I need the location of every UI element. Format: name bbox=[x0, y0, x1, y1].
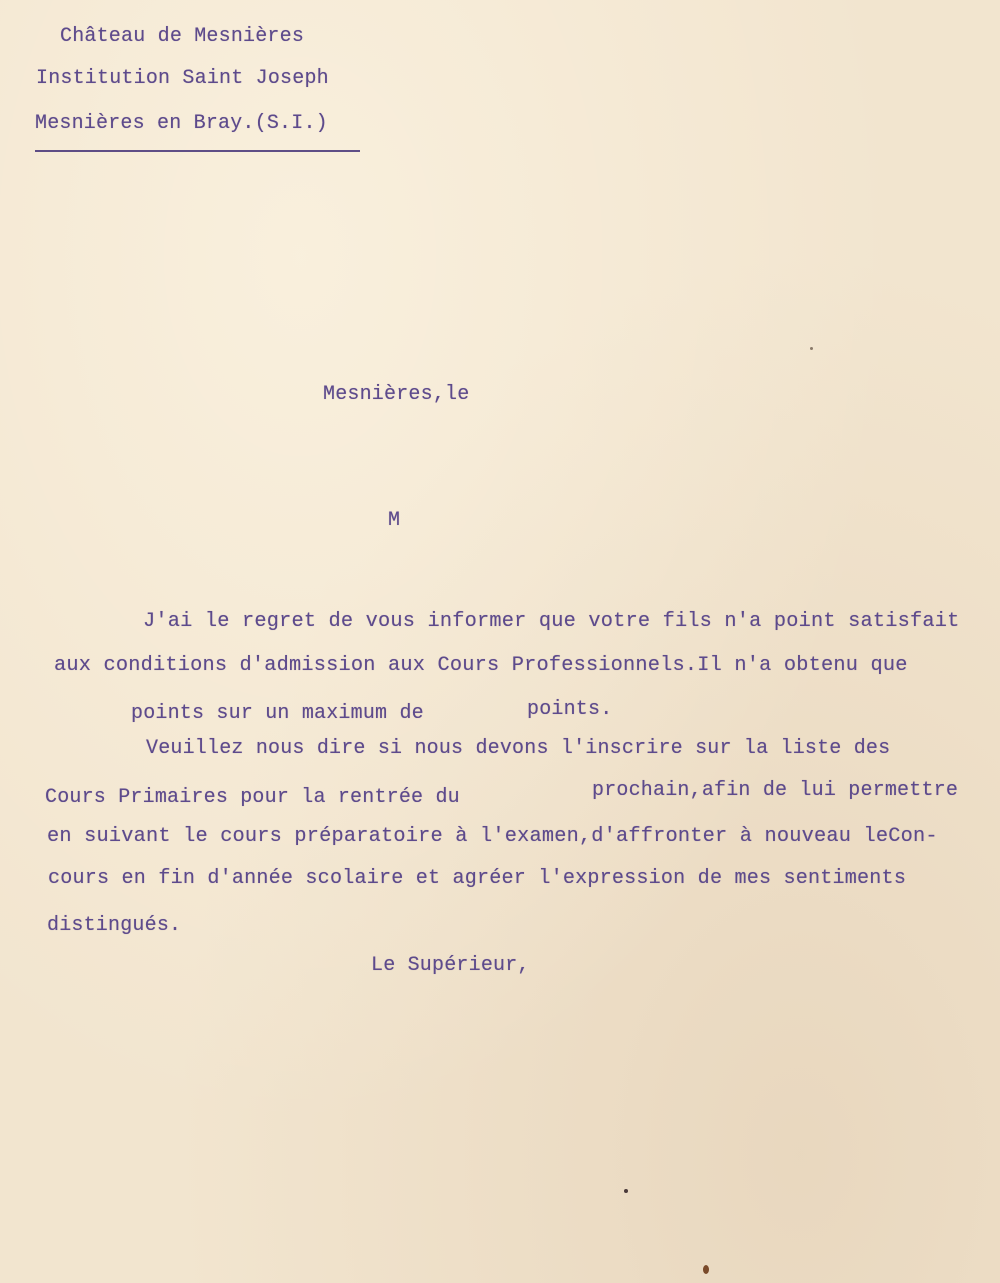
paper-speck bbox=[624, 1189, 628, 1193]
letterhead-line-3: Mesnières en Bray.(S.I.) bbox=[35, 112, 328, 135]
body-line: aux conditions d'admission aux Cours Professionnels.Il n'a obtenu que bbox=[54, 654, 908, 677]
body-line: points. bbox=[527, 698, 613, 721]
letterhead-line-2: Institution Saint Joseph bbox=[36, 67, 329, 90]
body-line: cours en fin d'année scolaire et agréer l'expression de mes sentiments bbox=[48, 867, 907, 890]
dateline: Mesnières,le bbox=[323, 383, 470, 406]
body-line: points sur un maximum de bbox=[131, 702, 424, 725]
letterhead-line-1: Château de Mesnières bbox=[60, 25, 305, 48]
body-line: Cours Primaires pour la rentrée du bbox=[45, 786, 460, 809]
letterhead-underline bbox=[35, 150, 360, 152]
signature: Le Supérieur, bbox=[371, 954, 530, 977]
body-line: prochain,afin de lui permettre bbox=[592, 779, 959, 802]
body-line: distingués. bbox=[47, 914, 182, 937]
body-line: en suivant le cours préparatoire à l'examen,d'affronter à nouveau leCon- bbox=[47, 825, 938, 848]
paper-speck bbox=[810, 347, 813, 350]
body-line: J'ai le regret de vous informer que votre fils n'a point satisfait bbox=[143, 610, 960, 633]
paper-speck bbox=[703, 1265, 709, 1274]
body-line: Veuillez nous dire si nous devons l'inscrire sur la liste des bbox=[146, 737, 891, 760]
salutation: M bbox=[388, 509, 401, 532]
